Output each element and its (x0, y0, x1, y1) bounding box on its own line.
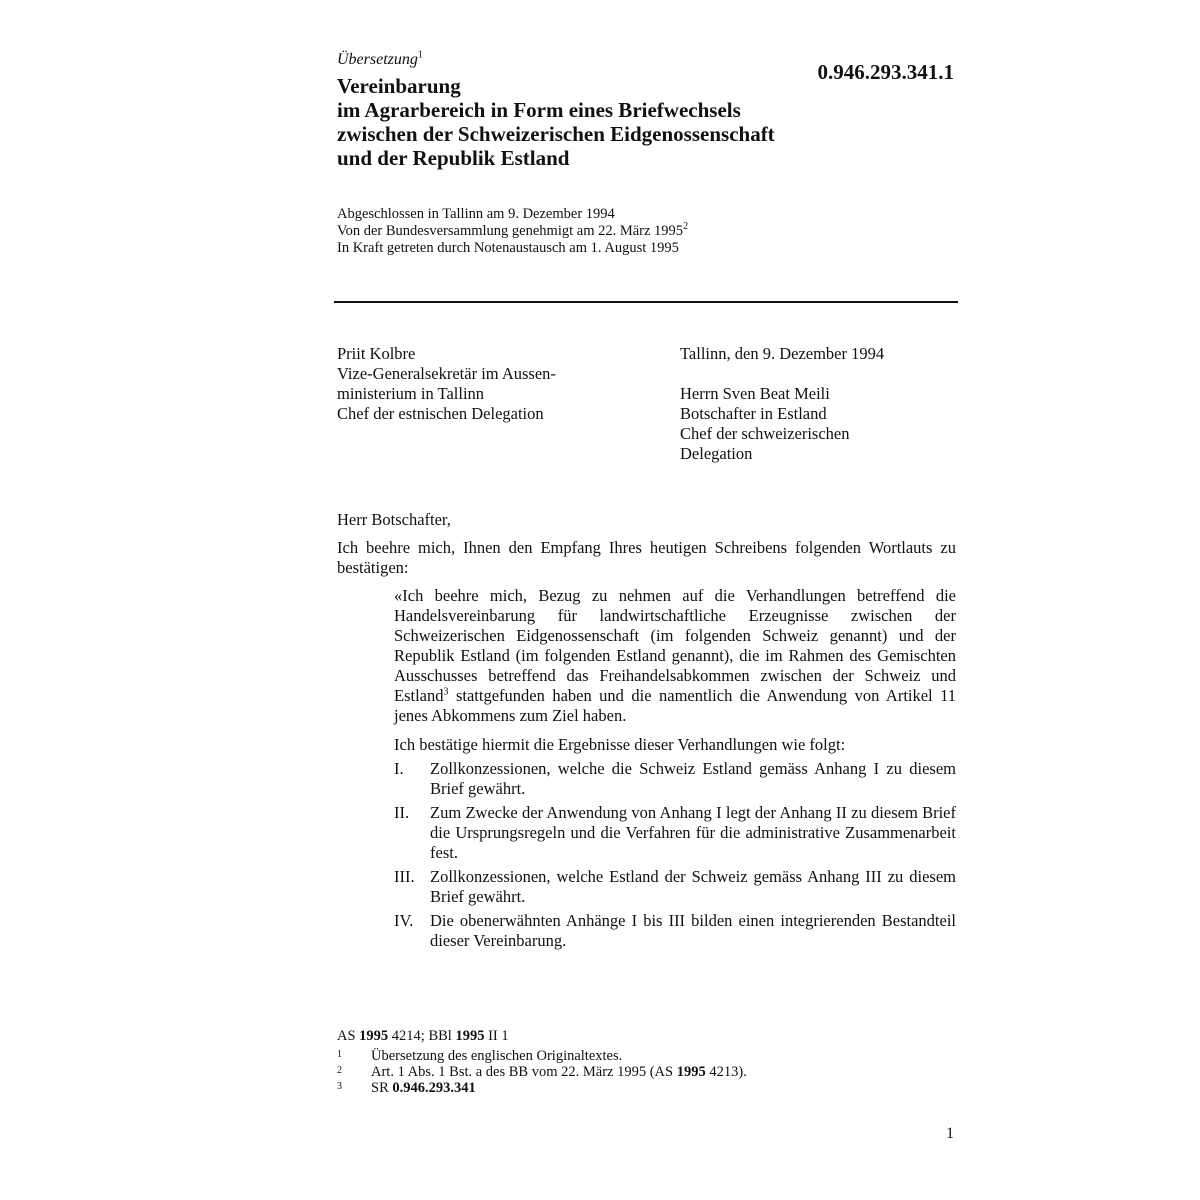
title-line: im Agrarbereich in Form eines Briefwechsels (337, 98, 741, 122)
sr-link[interactable]: 0.946.293.341 (392, 1080, 476, 1096)
in-force-date: In Kraft getreten durch Notenaustausch am 1. August 1995 (337, 240, 679, 256)
sender-line: Chef der estnischen Delegation (337, 404, 544, 423)
recipient-line: Chef der schweizerischen (680, 424, 850, 443)
recipient-line: Botschafter in Estland (680, 404, 827, 423)
list-item (394, 759, 956, 799)
confirm-paragraph: Ich bestätige hiermit die Ergebnisse dieser Verhandlungen wie folgt: (394, 735, 846, 754)
footnote-2: 2 Art. 1 Abs. 1 Bst. a des BB vom 22. März 1995 (AS 1995 4213). (337, 1064, 747, 1080)
footnote-ref-3[interactable]: 3 (443, 686, 449, 698)
page-number: 1 (946, 1125, 954, 1142)
footnotes (337, 1028, 957, 1096)
sr-number: 0.946.293.341.1 (817, 60, 954, 84)
sender-block (337, 344, 657, 424)
footnote-ref-1[interactable]: 1 (417, 49, 423, 61)
numbered-list (394, 759, 956, 955)
official-reference: AS 1995 4214; BBl 1995 II 1 (337, 1028, 509, 1044)
translation-note (337, 51, 423, 69)
item-number: III. (394, 867, 415, 886)
item-text: Die obenerwähnten Anhänge I bis III bilden einen integrierenden Bestandteil dieser Vereinbarung. (430, 911, 956, 950)
header-divider (334, 301, 958, 303)
list-item (394, 911, 956, 951)
approved-date: Von der Bundesversammlung genehmigt am 22. März 1995$^2$ (337, 221, 689, 239)
title-line: und der Republik Estland (337, 146, 570, 170)
item-text: Zollkonzessionen, welche die Schweiz Estland gemäss Anhang I zu diesem Brief gewährt. (430, 759, 956, 798)
sender-line: Vize-Generalsekretär im Aussen- (337, 364, 556, 383)
title-line: zwischen der Schweizerischen Eidgenossenschaft (337, 122, 775, 146)
footnote-1: 1 Übersetzung des englischen Originaltextes. (337, 1048, 623, 1064)
translation-label: Übersetzung (337, 51, 418, 68)
footnote-3: 3 SR 0.946.293.341 (337, 1080, 476, 1096)
document-title (337, 74, 937, 170)
intro-paragraph: Ich beehre mich, Ihnen den Empfang Ihres heutigen Schreibens folgenden Wortlauts zu bestätigen: (337, 538, 956, 577)
item-text: Zum Zwecke der Anwendung von Anhang I legt der Anhang II zu diesem Brief die Ursprungsregeln und die Verfahren für die administrative Zusammenarbeit fest. (430, 803, 956, 862)
recipient-block (680, 344, 960, 464)
place-date: Tallinn, den 9. Dezember 1994 (680, 344, 885, 363)
date-block (337, 206, 688, 257)
salutation: Herr Botschafter, (337, 510, 451, 529)
item-number: II. (394, 803, 410, 822)
list-item (394, 867, 956, 907)
title-line: Vereinbarung (337, 74, 461, 98)
item-number: I. (394, 759, 404, 778)
item-number: IV. (394, 911, 414, 930)
recipient-line: Delegation (680, 444, 753, 463)
footnote-ref-2[interactable]: 2 (683, 221, 689, 233)
item-text: Zollkonzessionen, welche Estland der Schweiz gemäss Anhang III zu diesem Brief gewährt. (430, 867, 956, 906)
list-item (394, 803, 956, 863)
sender-line: Priit Kolbre (337, 344, 416, 363)
concluded-date: Abgeschlossen in Tallinn am 9. Dezember 1994 (337, 206, 615, 222)
recipient-line: Herrn Sven Beat Meili (680, 384, 830, 403)
sender-line: ministerium in Tallinn (337, 384, 485, 403)
quoted-paragraph: «Ich beehre mich, Bezug zu nehmen auf die Verhandlungen betreffend die Handelsvereinbarung für landwirtschaftliche Erzeugnisse zwischen der Schweizerischen Eidgenossenschaft (im folgenden Schweiz genannt) und der Republik Estland (im folgenden Estland genannt), die im Rahmen des Gemischten Ausschusses betreffend das Freihandelsabkommen zwischen der Schweiz und Estland$^3$ stattgefunden haben und die namentlich die Anwendung von Artikel 11 jenes Abkommens zum Ziel haben. (394, 586, 956, 725)
